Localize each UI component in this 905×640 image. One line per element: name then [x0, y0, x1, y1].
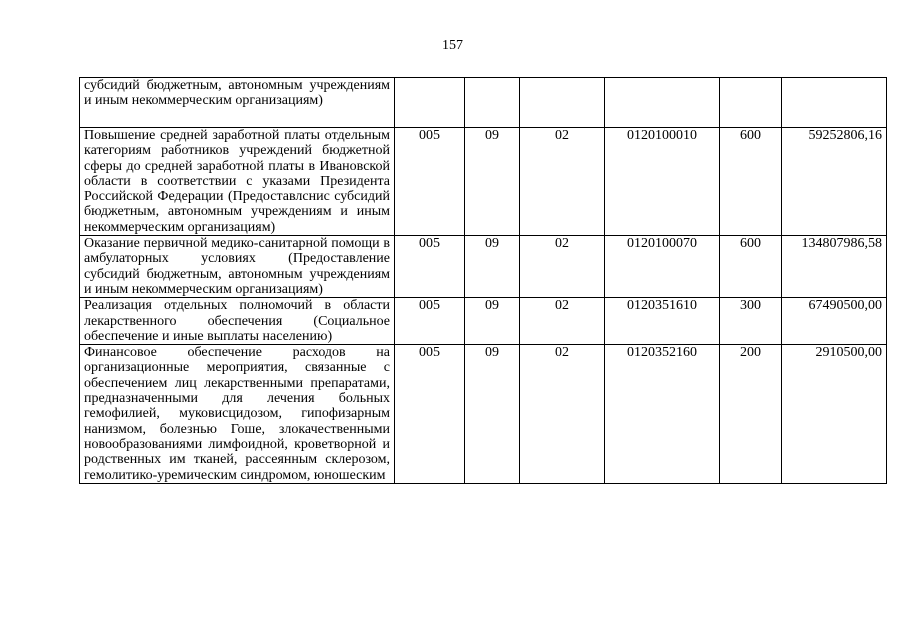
ministry-code: 005	[395, 128, 465, 236]
amount: 67490500,00	[782, 298, 887, 345]
budget-table	[79, 77, 887, 484]
ministry-code: 005	[395, 236, 465, 298]
target-article-code	[605, 78, 720, 128]
expense-type-code: 600	[720, 236, 782, 298]
table-row	[80, 78, 887, 128]
row-description: Оказание первичной медико-санитарной помощи в амбулаторных условиях (Предоставление субсидий бюджетным, автономным учреждениям и иным некоммерческим организациям)	[80, 236, 395, 298]
ministry-code: 005	[395, 345, 465, 484]
table-row	[80, 345, 887, 484]
section-code: 09	[465, 298, 520, 345]
expense-type-code: 300	[720, 298, 782, 345]
expense-type-code: 200	[720, 345, 782, 484]
table-row	[80, 128, 887, 236]
section-code: 09	[465, 345, 520, 484]
section-code	[465, 78, 520, 128]
amount	[782, 78, 887, 128]
subsection-code: 02	[520, 128, 605, 236]
expense-type-code: 600	[720, 128, 782, 236]
subsection-code: 02	[520, 345, 605, 484]
subsection-code: 02	[520, 236, 605, 298]
subsection-code	[520, 78, 605, 128]
target-article-code: 0120100070	[605, 236, 720, 298]
ministry-code: 005	[395, 298, 465, 345]
page-number: 157	[442, 38, 463, 53]
row-description: Реализация отдельных полномочий в области лекарственного обеспечения (Социальное обеспечение и иные выплаты населению)	[80, 298, 395, 345]
ministry-code	[395, 78, 465, 128]
amount: 2910500,00	[782, 345, 887, 484]
target-article-code: 0120351610	[605, 298, 720, 345]
amount: 59252806,16	[782, 128, 887, 236]
expense-type-code	[720, 78, 782, 128]
section-code: 09	[465, 128, 520, 236]
target-article-code: 0120100010	[605, 128, 720, 236]
section-code: 09	[465, 236, 520, 298]
row-description: Финансовое обеспечение расходов на организационные мероприятия, связанные с обеспечением лиц лекарственными препаратами, предназначенными для лечения больных гемофилией, муковисцидозом, гипофизарным нанизмом, болезнью Гоше, злокачественными новообразованиями лимфоидной, кроветворной и родственных им тканей, рассеянным склерозом, гемолитико-уремическим синдромом, юношеским	[80, 345, 395, 484]
table-row	[80, 298, 887, 345]
subsection-code: 02	[520, 298, 605, 345]
table-row	[80, 236, 887, 298]
target-article-code: 0120352160	[605, 345, 720, 484]
row-description: Повышение средней заработной платы отдельным категориям работников учреждений бюджетной сферы до средней заработной платы в Ивановской области в соответствии с указами Президента Российской Федерации (Предоставлснис субсидий бюджетным, автономным учреждениям и иным некоммерческим организациям)	[80, 128, 395, 236]
amount: 134807986,58	[782, 236, 887, 298]
row-description: субсидий бюджетным, автономным учреждениям и иным некоммерческим организациям)	[80, 78, 395, 128]
